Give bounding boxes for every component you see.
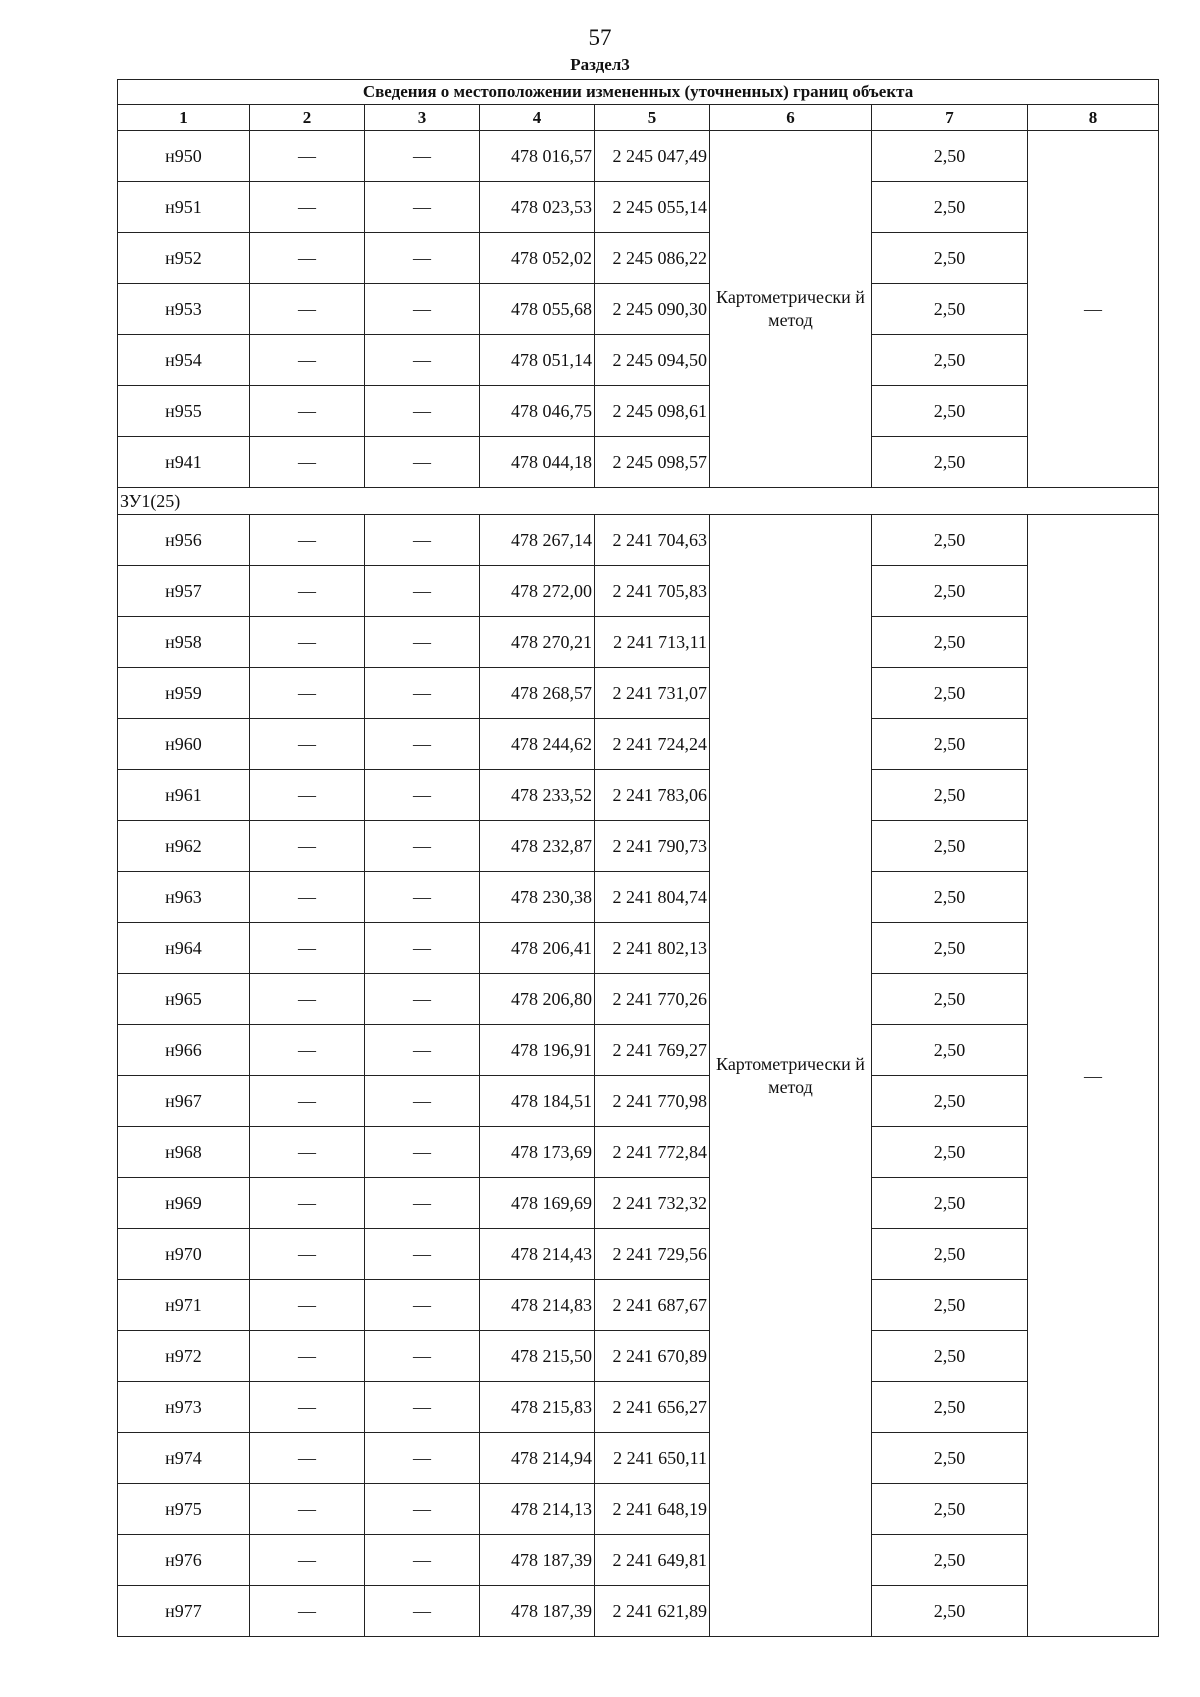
column-3-cell: — bbox=[365, 131, 480, 182]
column-number-2: 2 bbox=[250, 105, 365, 131]
y-coordinate-cell: 2 241 772,84 bbox=[595, 1127, 710, 1178]
group-label: ЗУ1(25) bbox=[118, 488, 1159, 515]
column-3-cell: — bbox=[365, 1229, 480, 1280]
y-coordinate-cell: 2 245 090,30 bbox=[595, 284, 710, 335]
column-2-cell: — bbox=[250, 872, 365, 923]
y-coordinate-cell: 2 241 656,27 bbox=[595, 1382, 710, 1433]
x-coordinate-cell: 478 016,57 bbox=[480, 131, 595, 182]
accuracy-cell: 2,50 bbox=[872, 1484, 1028, 1535]
accuracy-cell: 2,50 bbox=[872, 872, 1028, 923]
boundary-points-table bbox=[117, 79, 1159, 1637]
column-3-cell: — bbox=[365, 335, 480, 386]
x-coordinate-cell: 478 214,94 bbox=[480, 1433, 595, 1484]
column-2-cell: — bbox=[250, 1280, 365, 1331]
x-coordinate-cell: 478 215,50 bbox=[480, 1331, 595, 1382]
accuracy-cell: 2,50 bbox=[872, 770, 1028, 821]
x-coordinate-cell: 478 187,39 bbox=[480, 1586, 595, 1637]
x-coordinate-cell: 478 214,13 bbox=[480, 1484, 595, 1535]
point-name-cell: н976 bbox=[118, 1535, 250, 1586]
x-coordinate-cell: 478 270,21 bbox=[480, 617, 595, 668]
column-number-8: 8 bbox=[1028, 105, 1159, 131]
point-name-cell: н969 bbox=[118, 1178, 250, 1229]
x-coordinate-cell: 478 184,51 bbox=[480, 1076, 595, 1127]
table-row bbox=[118, 566, 1159, 617]
table-row bbox=[118, 974, 1159, 1025]
column-3-cell: — bbox=[365, 668, 480, 719]
y-coordinate-cell: 2 241 732,32 bbox=[595, 1178, 710, 1229]
table-row bbox=[118, 617, 1159, 668]
table-row bbox=[118, 233, 1159, 284]
column-2-cell: — bbox=[250, 515, 365, 566]
point-name-cell: н966 bbox=[118, 1025, 250, 1076]
point-name-cell: н974 bbox=[118, 1433, 250, 1484]
x-coordinate-cell: 478 214,43 bbox=[480, 1229, 595, 1280]
point-name-cell: н962 bbox=[118, 821, 250, 872]
accuracy-cell: 2,50 bbox=[872, 668, 1028, 719]
section-title: Раздел3 bbox=[570, 55, 630, 74]
column-3-cell: — bbox=[365, 1025, 480, 1076]
accuracy-cell: 2,50 bbox=[872, 437, 1028, 488]
x-coordinate-cell: 478 230,38 bbox=[480, 872, 595, 923]
accuracy-cell: 2,50 bbox=[872, 335, 1028, 386]
table-row bbox=[118, 1229, 1159, 1280]
y-coordinate-cell: 2 241 770,98 bbox=[595, 1076, 710, 1127]
column-3-cell: — bbox=[365, 182, 480, 233]
y-coordinate-cell: 2 241 802,13 bbox=[595, 923, 710, 974]
y-coordinate-cell: 2 245 098,57 bbox=[595, 437, 710, 488]
y-coordinate-cell: 2 241 705,83 bbox=[595, 566, 710, 617]
point-name-cell: н964 bbox=[118, 923, 250, 974]
column-3-cell: — bbox=[365, 617, 480, 668]
column-2-cell: — bbox=[250, 668, 365, 719]
point-name-cell: н954 bbox=[118, 335, 250, 386]
column-number-6: 6 bbox=[710, 105, 872, 131]
method-cell: Картометрически й метод bbox=[710, 131, 872, 488]
x-coordinate-cell: 478 233,52 bbox=[480, 770, 595, 821]
group-row bbox=[118, 488, 1159, 515]
point-name-cell: н957 bbox=[118, 566, 250, 617]
column-3-cell: — bbox=[365, 437, 480, 488]
column-2-cell: — bbox=[250, 1331, 365, 1382]
column-3-cell: — bbox=[365, 1586, 480, 1637]
accuracy-cell: 2,50 bbox=[872, 233, 1028, 284]
table-row bbox=[118, 821, 1159, 872]
y-coordinate-cell: 2 241 724,24 bbox=[595, 719, 710, 770]
column-2-cell: — bbox=[250, 770, 365, 821]
table-row bbox=[118, 1076, 1159, 1127]
column-2-cell: — bbox=[250, 821, 365, 872]
point-name-cell: н970 bbox=[118, 1229, 250, 1280]
column-8-cell: — bbox=[1028, 515, 1159, 1637]
accuracy-cell: 2,50 bbox=[872, 1229, 1028, 1280]
y-coordinate-cell: 2 241 770,26 bbox=[595, 974, 710, 1025]
point-name-cell: н963 bbox=[118, 872, 250, 923]
column-number-3: 3 bbox=[365, 105, 480, 131]
table-row bbox=[118, 1331, 1159, 1382]
y-coordinate-cell: 2 245 047,49 bbox=[595, 131, 710, 182]
column-3-cell: — bbox=[365, 1433, 480, 1484]
column-2-cell: — bbox=[250, 974, 365, 1025]
column-3-cell: — bbox=[365, 821, 480, 872]
table-row bbox=[118, 668, 1159, 719]
accuracy-cell: 2,50 bbox=[872, 1025, 1028, 1076]
accuracy-cell: 2,50 bbox=[872, 719, 1028, 770]
accuracy-cell: 2,50 bbox=[872, 821, 1028, 872]
table-row bbox=[118, 335, 1159, 386]
x-coordinate-cell: 478 169,69 bbox=[480, 1178, 595, 1229]
column-2-cell: — bbox=[250, 1127, 365, 1178]
accuracy-cell: 2,50 bbox=[872, 1382, 1028, 1433]
y-coordinate-cell: 2 241 731,07 bbox=[595, 668, 710, 719]
table-row bbox=[118, 1280, 1159, 1331]
x-coordinate-cell: 478 052,02 bbox=[480, 233, 595, 284]
column-2-cell: — bbox=[250, 1229, 365, 1280]
point-name-cell: н950 bbox=[118, 131, 250, 182]
column-3-cell: — bbox=[365, 386, 480, 437]
column-3-cell: — bbox=[365, 719, 480, 770]
y-coordinate-cell: 2 241 648,19 bbox=[595, 1484, 710, 1535]
column-3-cell: — bbox=[365, 1382, 480, 1433]
column-2-cell: — bbox=[250, 1178, 365, 1229]
table-row bbox=[118, 182, 1159, 233]
table-row bbox=[118, 284, 1159, 335]
y-coordinate-cell: 2 241 804,74 bbox=[595, 872, 710, 923]
column-2-cell: — bbox=[250, 182, 365, 233]
point-name-cell: н956 bbox=[118, 515, 250, 566]
point-name-cell: н941 bbox=[118, 437, 250, 488]
column-number-5: 5 bbox=[595, 105, 710, 131]
table-row bbox=[118, 386, 1159, 437]
table-row bbox=[118, 1586, 1159, 1637]
table-row bbox=[118, 1382, 1159, 1433]
x-coordinate-cell: 478 051,14 bbox=[480, 335, 595, 386]
column-2-cell: — bbox=[250, 617, 365, 668]
accuracy-cell: 2,50 bbox=[872, 386, 1028, 437]
point-name-cell: н958 bbox=[118, 617, 250, 668]
column-number-4: 4 bbox=[480, 105, 595, 131]
column-number-1: 1 bbox=[118, 105, 250, 131]
y-coordinate-cell: 2 245 086,22 bbox=[595, 233, 710, 284]
column-2-cell: — bbox=[250, 1433, 365, 1484]
column-2-cell: — bbox=[250, 386, 365, 437]
x-coordinate-cell: 478 214,83 bbox=[480, 1280, 595, 1331]
page-number: 57 bbox=[588, 25, 612, 50]
accuracy-cell: 2,50 bbox=[872, 1178, 1028, 1229]
point-name-cell: н968 bbox=[118, 1127, 250, 1178]
table-row bbox=[118, 923, 1159, 974]
column-2-cell: — bbox=[250, 719, 365, 770]
table-caption: Сведения о местоположении измененных (уточненных) границ объекта bbox=[118, 80, 1159, 105]
column-2-cell: — bbox=[250, 437, 365, 488]
column-2-cell: — bbox=[250, 233, 365, 284]
column-3-cell: — bbox=[365, 923, 480, 974]
accuracy-cell: 2,50 bbox=[872, 1535, 1028, 1586]
accuracy-cell: 2,50 bbox=[872, 284, 1028, 335]
y-coordinate-cell: 2 241 670,89 bbox=[595, 1331, 710, 1382]
x-coordinate-cell: 478 044,18 bbox=[480, 437, 595, 488]
point-name-cell: н960 bbox=[118, 719, 250, 770]
accuracy-cell: 2,50 bbox=[872, 1433, 1028, 1484]
x-coordinate-cell: 478 244,62 bbox=[480, 719, 595, 770]
column-3-cell: — bbox=[365, 1535, 480, 1586]
column-3-cell: — bbox=[365, 1280, 480, 1331]
column-3-cell: — bbox=[365, 233, 480, 284]
column-3-cell: — bbox=[365, 872, 480, 923]
column-2-cell: — bbox=[250, 1484, 365, 1535]
y-coordinate-cell: 2 245 094,50 bbox=[595, 335, 710, 386]
column-numbers-row bbox=[118, 105, 1159, 131]
x-coordinate-cell: 478 232,87 bbox=[480, 821, 595, 872]
column-2-cell: — bbox=[250, 1076, 365, 1127]
column-3-cell: — bbox=[365, 1331, 480, 1382]
y-coordinate-cell: 2 245 055,14 bbox=[595, 182, 710, 233]
accuracy-cell: 2,50 bbox=[872, 1331, 1028, 1382]
table-row bbox=[118, 515, 1159, 566]
accuracy-cell: 2,50 bbox=[872, 1127, 1028, 1178]
x-coordinate-cell: 478 055,68 bbox=[480, 284, 595, 335]
y-coordinate-cell: 2 241 650,11 bbox=[595, 1433, 710, 1484]
y-coordinate-cell: 2 241 649,81 bbox=[595, 1535, 710, 1586]
table-row bbox=[118, 872, 1159, 923]
x-coordinate-cell: 478 196,91 bbox=[480, 1025, 595, 1076]
column-2-cell: — bbox=[250, 335, 365, 386]
point-name-cell: н967 bbox=[118, 1076, 250, 1127]
column-3-cell: — bbox=[365, 515, 480, 566]
column-2-cell: — bbox=[250, 1382, 365, 1433]
y-coordinate-cell: 2 241 687,67 bbox=[595, 1280, 710, 1331]
table-row bbox=[118, 131, 1159, 182]
accuracy-cell: 2,50 bbox=[872, 1586, 1028, 1637]
point-name-cell: н972 bbox=[118, 1331, 250, 1382]
column-8-cell: — bbox=[1028, 131, 1159, 488]
y-coordinate-cell: 2 241 713,11 bbox=[595, 617, 710, 668]
x-coordinate-cell: 478 206,41 bbox=[480, 923, 595, 974]
point-name-cell: н965 bbox=[118, 974, 250, 1025]
column-2-cell: — bbox=[250, 1535, 365, 1586]
x-coordinate-cell: 478 206,80 bbox=[480, 974, 595, 1025]
accuracy-cell: 2,50 bbox=[872, 182, 1028, 233]
point-name-cell: н975 bbox=[118, 1484, 250, 1535]
column-2-cell: — bbox=[250, 566, 365, 617]
table-row bbox=[118, 719, 1159, 770]
x-coordinate-cell: 478 215,83 bbox=[480, 1382, 595, 1433]
point-name-cell: н971 bbox=[118, 1280, 250, 1331]
point-name-cell: н973 bbox=[118, 1382, 250, 1433]
column-3-cell: — bbox=[365, 770, 480, 821]
point-name-cell: н952 bbox=[118, 233, 250, 284]
x-coordinate-cell: 478 268,57 bbox=[480, 668, 595, 719]
column-2-cell: — bbox=[250, 131, 365, 182]
point-name-cell: н951 bbox=[118, 182, 250, 233]
column-3-cell: — bbox=[365, 1178, 480, 1229]
y-coordinate-cell: 2 241 729,56 bbox=[595, 1229, 710, 1280]
column-3-cell: — bbox=[365, 1127, 480, 1178]
x-coordinate-cell: 478 272,00 bbox=[480, 566, 595, 617]
accuracy-cell: 2,50 bbox=[872, 617, 1028, 668]
y-coordinate-cell: 2 241 769,27 bbox=[595, 1025, 710, 1076]
table-row bbox=[118, 1484, 1159, 1535]
column-2-cell: — bbox=[250, 1025, 365, 1076]
column-number-7: 7 bbox=[872, 105, 1028, 131]
x-coordinate-cell: 478 187,39 bbox=[480, 1535, 595, 1586]
accuracy-cell: 2,50 bbox=[872, 566, 1028, 617]
column-3-cell: — bbox=[365, 566, 480, 617]
column-3-cell: — bbox=[365, 1484, 480, 1535]
table-row bbox=[118, 1025, 1159, 1076]
x-coordinate-cell: 478 023,53 bbox=[480, 182, 595, 233]
point-name-cell: н977 bbox=[118, 1586, 250, 1637]
accuracy-cell: 2,50 bbox=[872, 131, 1028, 182]
y-coordinate-cell: 2 241 704,63 bbox=[595, 515, 710, 566]
accuracy-cell: 2,50 bbox=[872, 974, 1028, 1025]
y-coordinate-cell: 2 241 621,89 bbox=[595, 1586, 710, 1637]
y-coordinate-cell: 2 245 098,61 bbox=[595, 386, 710, 437]
table-row bbox=[118, 1127, 1159, 1178]
method-cell: Картометрически й метод bbox=[710, 515, 872, 1637]
x-coordinate-cell: 478 046,75 bbox=[480, 386, 595, 437]
column-3-cell: — bbox=[365, 284, 480, 335]
accuracy-cell: 2,50 bbox=[872, 923, 1028, 974]
table-row bbox=[118, 1433, 1159, 1484]
table-row bbox=[118, 770, 1159, 821]
accuracy-cell: 2,50 bbox=[872, 1076, 1028, 1127]
accuracy-cell: 2,50 bbox=[872, 515, 1028, 566]
column-2-cell: — bbox=[250, 923, 365, 974]
column-2-cell: — bbox=[250, 1586, 365, 1637]
y-coordinate-cell: 2 241 783,06 bbox=[595, 770, 710, 821]
y-coordinate-cell: 2 241 790,73 bbox=[595, 821, 710, 872]
table-row bbox=[118, 1535, 1159, 1586]
column-2-cell: — bbox=[250, 284, 365, 335]
column-3-cell: — bbox=[365, 974, 480, 1025]
point-name-cell: н955 bbox=[118, 386, 250, 437]
table-row bbox=[118, 1178, 1159, 1229]
table-row bbox=[118, 437, 1159, 488]
point-name-cell: н953 bbox=[118, 284, 250, 335]
column-3-cell: — bbox=[365, 1076, 480, 1127]
point-name-cell: н961 bbox=[118, 770, 250, 821]
x-coordinate-cell: 478 173,69 bbox=[480, 1127, 595, 1178]
point-name-cell: н959 bbox=[118, 668, 250, 719]
accuracy-cell: 2,50 bbox=[872, 1280, 1028, 1331]
x-coordinate-cell: 478 267,14 bbox=[480, 515, 595, 566]
